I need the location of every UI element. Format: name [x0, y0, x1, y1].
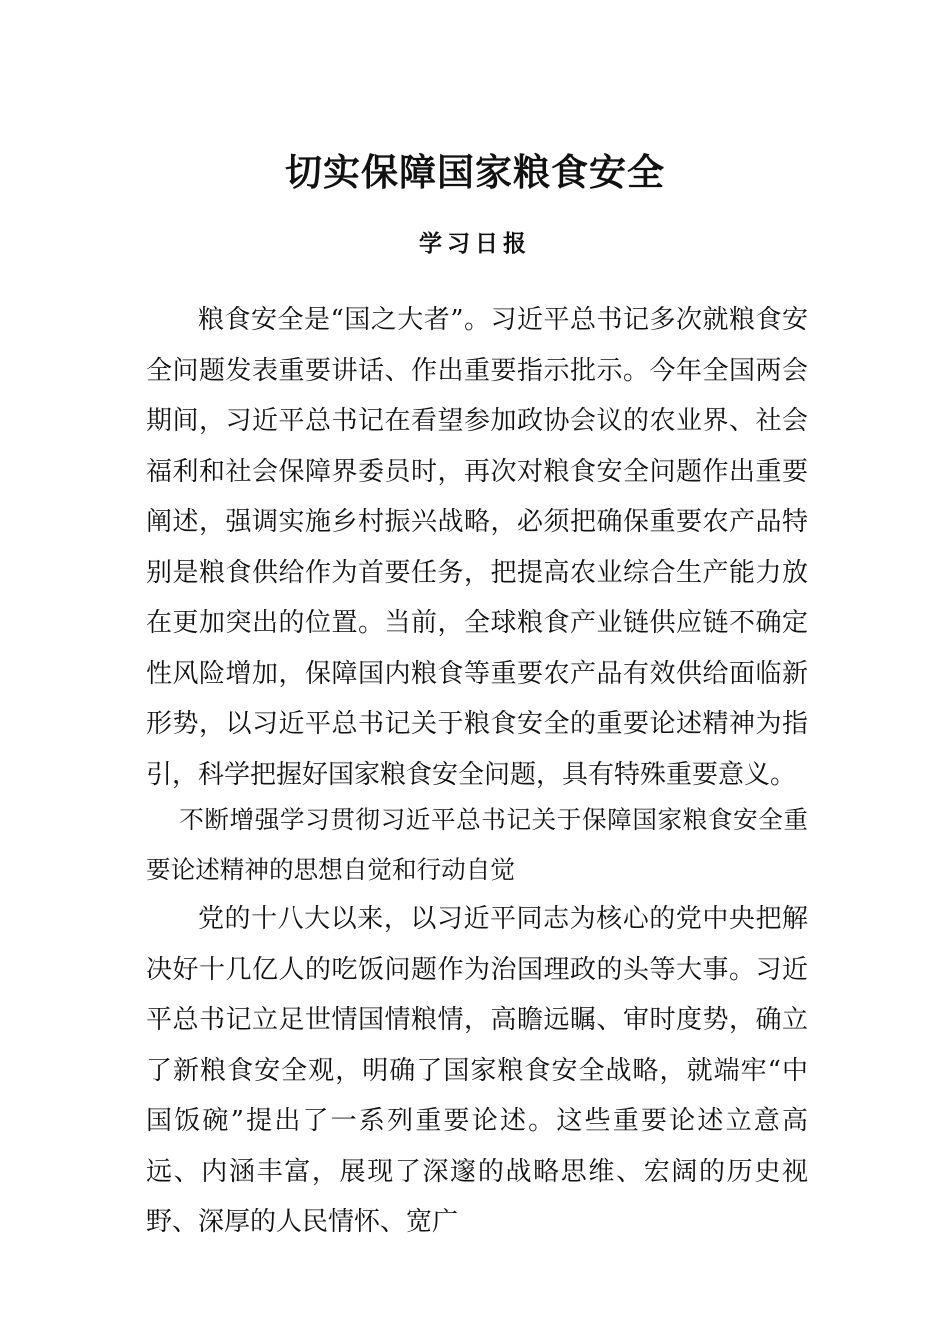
document-source: 学习日报: [419, 231, 531, 257]
body-paragraph: 党的十八大以来，以习近平同志为核心的党中央把解决好十几亿人的吃饭问题作为治国理政的头等大事。习近平总书记立足世情国情粮情，高瞻远瞩、审时度势，确立了新粮食安全观，明确了国家粮食安全战略，就端牢“中国饭碗”提出了一系列重要论述。这些重要论述立意高远、内涵丰富，展现了深邃的战略思维、宏阔的历史视野、深厚的人民情怀、宽广: [146, 904, 808, 1237]
document-title: 切实保障国家粮食安全: [285, 150, 665, 194]
section-heading: 不断增强学习贯彻习近平总书记关于保障国家粮食安全重要论述精神的思想自觉和行动自觉: [146, 805, 808, 884]
intro-paragraph: 粮食安全是“国之大者”。习近平总书记多次就粮食安全问题发表重要讲话、作出重要指示批示。今年全国两会期间，习近平总书记在看望参加政协会议的农业界、社会福利和社会保障界委员时，再次对粮食安全问题作出重要阐述，强调实施乡村振兴战略，必须把确保重要农产品特别是粮食供给作为首要任务，把提高农业综合生产能力放在更加突出的位置。当前，全球粮食产业链供应链不确定性风险增加，保障国内粮食等重要农产品有效供给面临新形势，以习近平总书记关于粮食安全的重要论述精神为指引，科学把握好国家粮食安全问题，具有特殊重要意义。: [146, 305, 808, 790]
